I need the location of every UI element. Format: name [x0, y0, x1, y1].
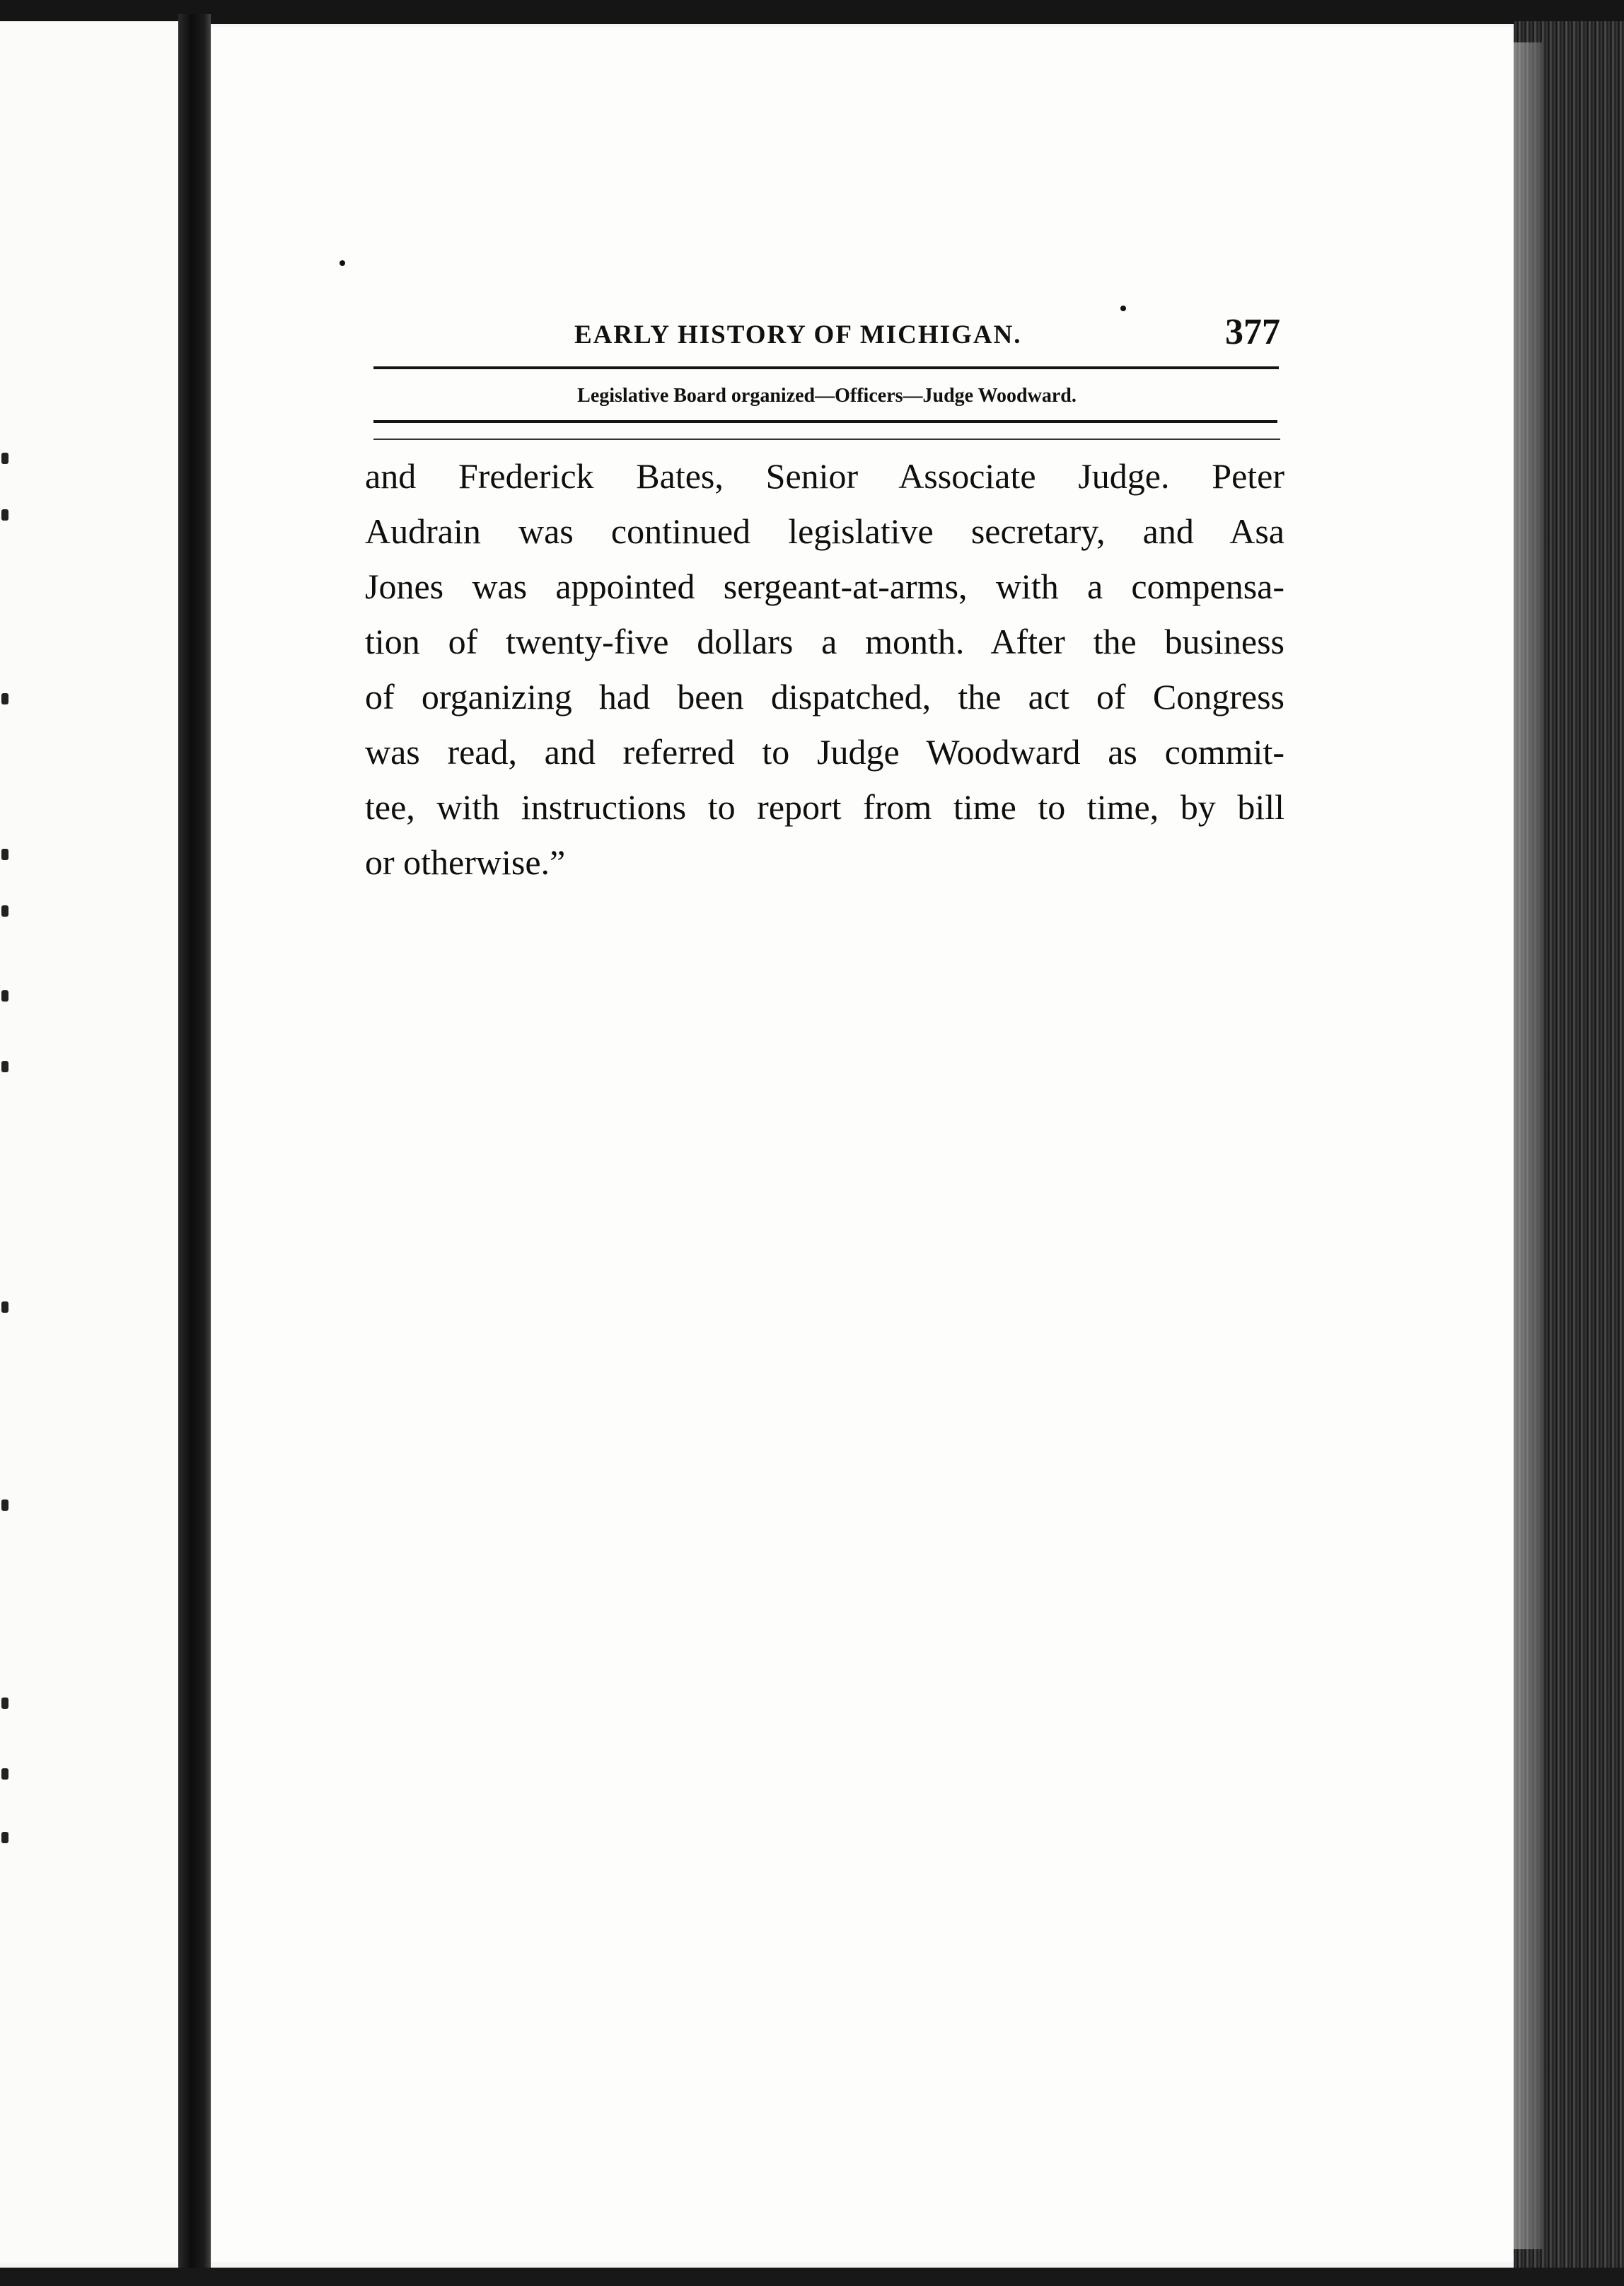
body-paragraph — [365, 448, 1284, 890]
text-line: Audrain was continued legislative secretary, and Asa — [365, 511, 1284, 551]
text-line: or otherwise.” — [365, 842, 566, 882]
head-rule-top — [373, 366, 1279, 369]
page-paper — [211, 27, 1514, 2262]
scan-top-border — [0, 0, 1624, 24]
page-stack-highlight — [1514, 42, 1542, 2249]
running-title: EARLY HISTORY OF MICHIGAN. — [574, 320, 1022, 349]
text-line: and Frederick Bates, Senior Associate Judge. Peter — [365, 456, 1284, 496]
text-line: tion of twenty-five dollars a month. After the business — [365, 622, 1284, 661]
book-gutter — [178, 14, 211, 2270]
text-line: tee, with instructions to report from time to time, by bill — [365, 787, 1284, 827]
text-line: Jones was appointed sergeant-at-arms, with a compensa- — [365, 567, 1284, 606]
text-line: was read, and referred to Judge Woodward as commit- — [365, 732, 1284, 772]
text-line: of organizing had been dispatched, the act of Congress — [365, 677, 1284, 716]
section-subheading: Legislative Board organized—Officers—Judge Woodward. — [577, 385, 1077, 407]
running-head — [373, 310, 1280, 359]
head-rule-thin — [373, 439, 1280, 440]
facing-page-text-remnants — [0, 453, 16, 1938]
head-rule-bottom — [373, 420, 1277, 423]
scan-bottom-border — [0, 2268, 1624, 2286]
facing-page-edge — [0, 21, 178, 2263]
page-number: 377 — [1225, 312, 1280, 352]
ink-speck — [340, 260, 345, 266]
